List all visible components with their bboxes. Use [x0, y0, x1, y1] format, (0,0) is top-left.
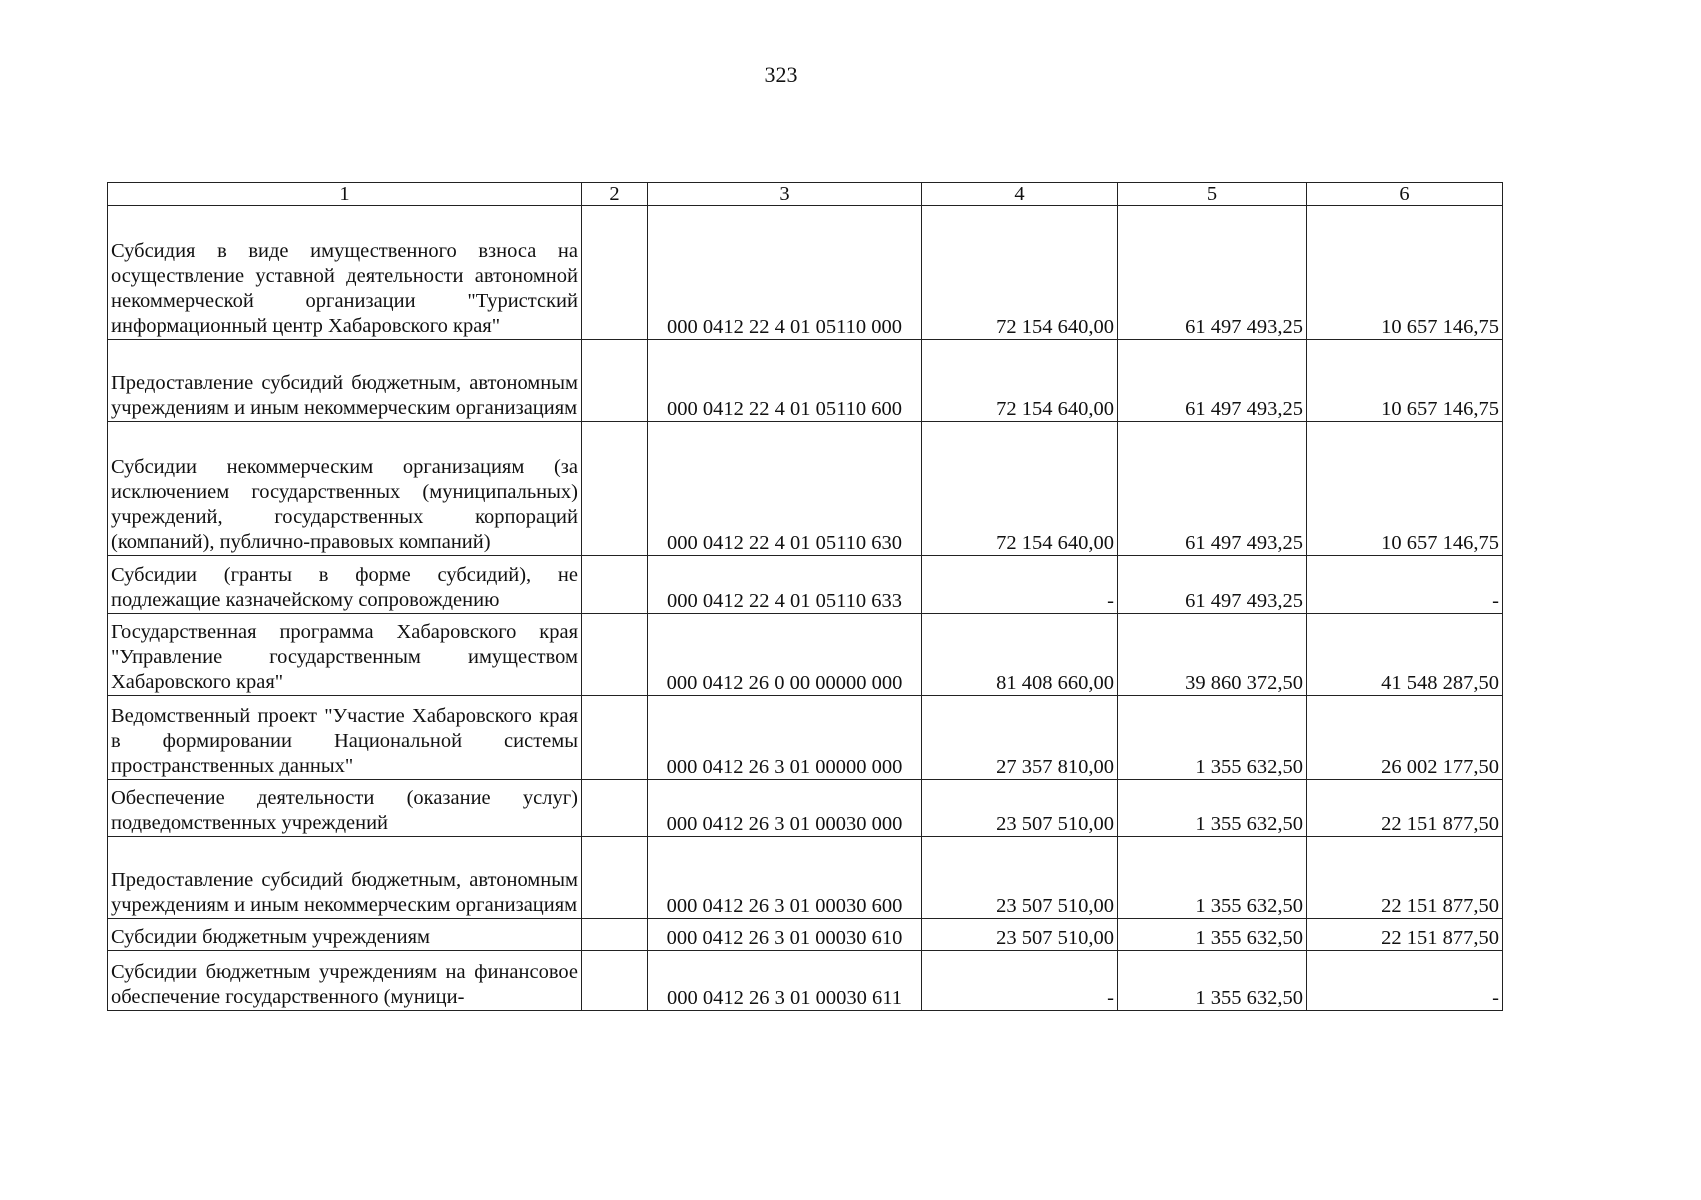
row-code: 000 0412 22 4 01 05110 600	[648, 340, 922, 422]
row-value-4: 72 154 640,00	[922, 340, 1118, 422]
row-value-4: -	[922, 951, 1118, 1011]
row-value-4: 23 507 510,00	[922, 837, 1118, 919]
row-value-5: 1 355 632,50	[1118, 696, 1307, 780]
row-col2	[582, 614, 648, 696]
row-value-6: 41 548 287,50	[1307, 614, 1503, 696]
row-name: Предоставление субсидий бюджетным, автономным учреждениям и иным некоммерческим организациям	[108, 340, 582, 422]
row-value-6: -	[1307, 556, 1503, 614]
row-value-6: 10 657 146,75	[1307, 422, 1503, 556]
row-col2	[582, 837, 648, 919]
row-col2	[582, 556, 648, 614]
row-code: 000 0412 22 4 01 05110 630	[648, 422, 922, 556]
row-value-4: 23 507 510,00	[922, 919, 1118, 951]
row-value-5: 39 860 372,50	[1118, 614, 1307, 696]
row-value-4: 27 357 810,00	[922, 696, 1118, 780]
table-row	[108, 556, 1503, 614]
row-name: Субсидии (гранты в форме субсидий), не подлежащие казначейскому сопровождению	[108, 556, 582, 614]
row-value-4: 72 154 640,00	[922, 206, 1118, 340]
row-code: 000 0412 26 3 01 00030 600	[648, 837, 922, 919]
row-value-6: 10 657 146,75	[1307, 340, 1503, 422]
row-col2	[582, 340, 648, 422]
column-header-4: 4	[922, 183, 1118, 206]
page-number: 323	[764, 62, 798, 87]
row-code: 000 0412 22 4 01 05110 000	[648, 206, 922, 340]
row-value-6: 22 151 877,50	[1307, 837, 1503, 919]
column-header-2: 2	[582, 183, 648, 206]
row-name: Ведомственный проект "Участие Хабаровского края в формировании Национальной системы пространственных данных"	[108, 696, 582, 780]
column-header-6: 6	[1307, 183, 1503, 206]
table-header-row	[108, 183, 1503, 206]
row-name: Субсидия в виде имущественного взноса на осуществление уставной деятельности автономной некоммерческой организации "Туристский информационный центр Хабаровского края"	[108, 206, 582, 340]
row-value-4: 23 507 510,00	[922, 780, 1118, 837]
table-row	[108, 340, 1503, 422]
row-value-4: 72 154 640,00	[922, 422, 1118, 556]
table-row	[108, 951, 1503, 1011]
row-name: Обеспечение деятельности (оказание услуг) подведомственных учреждений	[108, 780, 582, 837]
row-value-6: 10 657 146,75	[1307, 206, 1503, 340]
row-code: 000 0412 26 3 01 00000 000	[648, 696, 922, 780]
table-row	[108, 614, 1503, 696]
budget-table	[107, 182, 1503, 1011]
row-col2	[582, 206, 648, 340]
row-code: 000 0412 26 3 01 00030 000	[648, 780, 922, 837]
row-name: Субсидии бюджетным учреждениям	[108, 919, 582, 951]
row-col2	[582, 422, 648, 556]
row-col2	[582, 919, 648, 951]
row-col2	[582, 696, 648, 780]
table-row	[108, 780, 1503, 837]
row-code: 000 0412 26 3 01 00030 610	[648, 919, 922, 951]
column-header-1: 1	[108, 183, 582, 206]
row-value-4: -	[922, 556, 1118, 614]
row-value-6: 22 151 877,50	[1307, 780, 1503, 837]
row-value-6: 22 151 877,50	[1307, 919, 1503, 951]
row-value-6: -	[1307, 951, 1503, 1011]
row-value-5: 1 355 632,50	[1118, 951, 1307, 1011]
row-value-5: 1 355 632,50	[1118, 780, 1307, 837]
row-code: 000 0412 22 4 01 05110 633	[648, 556, 922, 614]
row-col2	[582, 951, 648, 1011]
table-row	[108, 837, 1503, 919]
row-value-4: 81 408 660,00	[922, 614, 1118, 696]
row-value-6: 26 002 177,50	[1307, 696, 1503, 780]
row-value-5: 61 497 493,25	[1118, 556, 1307, 614]
row-name: Государственная программа Хабаровского края "Управление государственным имуществом Хабаровского края"	[108, 614, 582, 696]
table-row	[108, 422, 1503, 556]
table-row	[108, 206, 1503, 340]
row-value-5: 1 355 632,50	[1118, 837, 1307, 919]
table-row	[108, 696, 1503, 780]
row-name: Предоставление субсидий бюджетным, автономным учреждениям и иным некоммерческим организациям	[108, 837, 582, 919]
row-name: Субсидии некоммерческим организациям (за исключением государственных (муниципальных) учреждений, государственных корпораций (компаний), публично-правовых компаний)	[108, 422, 582, 556]
row-value-5: 1 355 632,50	[1118, 919, 1307, 951]
row-value-5: 61 497 493,25	[1118, 206, 1307, 340]
row-value-5: 61 497 493,25	[1118, 340, 1307, 422]
row-name: Субсидии бюджетным учреждениям на финансовое обеспечение государственного (муници-	[108, 951, 582, 1011]
column-header-5: 5	[1118, 183, 1307, 206]
row-code: 000 0412 26 0 00 00000 000	[648, 614, 922, 696]
row-value-5: 61 497 493,25	[1118, 422, 1307, 556]
row-code: 000 0412 26 3 01 00030 611	[648, 951, 922, 1011]
column-header-3: 3	[648, 183, 922, 206]
row-col2	[582, 780, 648, 837]
table-row	[108, 919, 1503, 951]
